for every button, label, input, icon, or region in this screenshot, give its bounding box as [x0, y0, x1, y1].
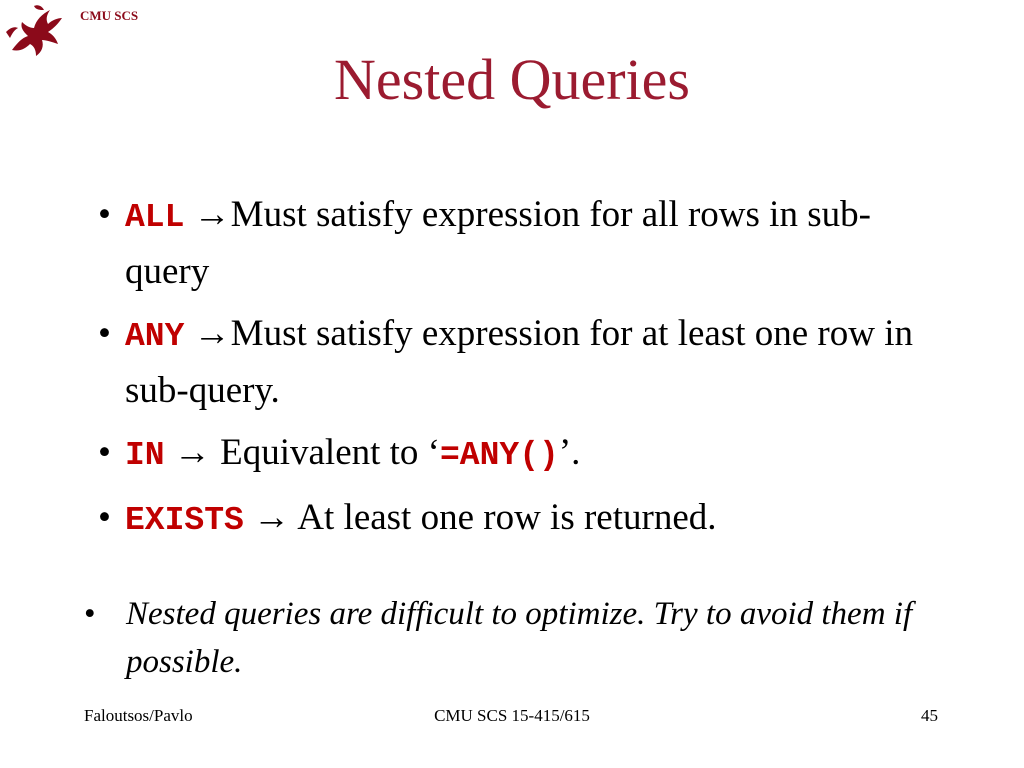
note-bullet [84, 590, 946, 686]
keyword-exists: EXISTS [125, 502, 244, 539]
bullet-text: Must satisfy expression for all rows in sub-query [125, 194, 871, 292]
code-any: =ANY() [440, 437, 559, 474]
bullet-dot: • [98, 194, 111, 235]
bullet-text-after: ’. [558, 432, 581, 473]
org-label: CMU SCS [80, 8, 139, 23]
bullet-dot: • [98, 432, 111, 473]
bullet-text-before: Equivalent to ‘ [210, 432, 440, 473]
bullet-text: Must satisfy expression for at least one row in sub-query. [125, 313, 913, 411]
bullet-exists [98, 491, 938, 548]
note-text: Nested queries are difficult to optimize. Try to avoid them if possible. [126, 596, 913, 680]
bullet-all [98, 188, 938, 299]
keyword-all: ALL [125, 199, 185, 236]
arrow: → [173, 432, 211, 473]
footer-course: CMU SCS 15-415/615 [434, 706, 590, 725]
keyword-in: IN [125, 437, 165, 474]
arrow: → [193, 313, 231, 354]
bullet-text: At least one row is returned. [290, 497, 717, 538]
bullet-dot: • [98, 497, 111, 538]
arrow: → [253, 497, 291, 538]
slide-title: Nested Queries [334, 47, 690, 112]
bullet-any [98, 307, 938, 418]
footer-authors: Faloutsos/Pavlo [84, 706, 193, 725]
bullet-in [98, 426, 938, 483]
footer-page-number: 45 [921, 706, 938, 725]
arrow: → [193, 194, 231, 235]
bullet-dot: • [98, 313, 111, 354]
bullet-list [98, 188, 938, 556]
bullet-dot: • [84, 596, 96, 632]
keyword-any: ANY [125, 318, 185, 355]
